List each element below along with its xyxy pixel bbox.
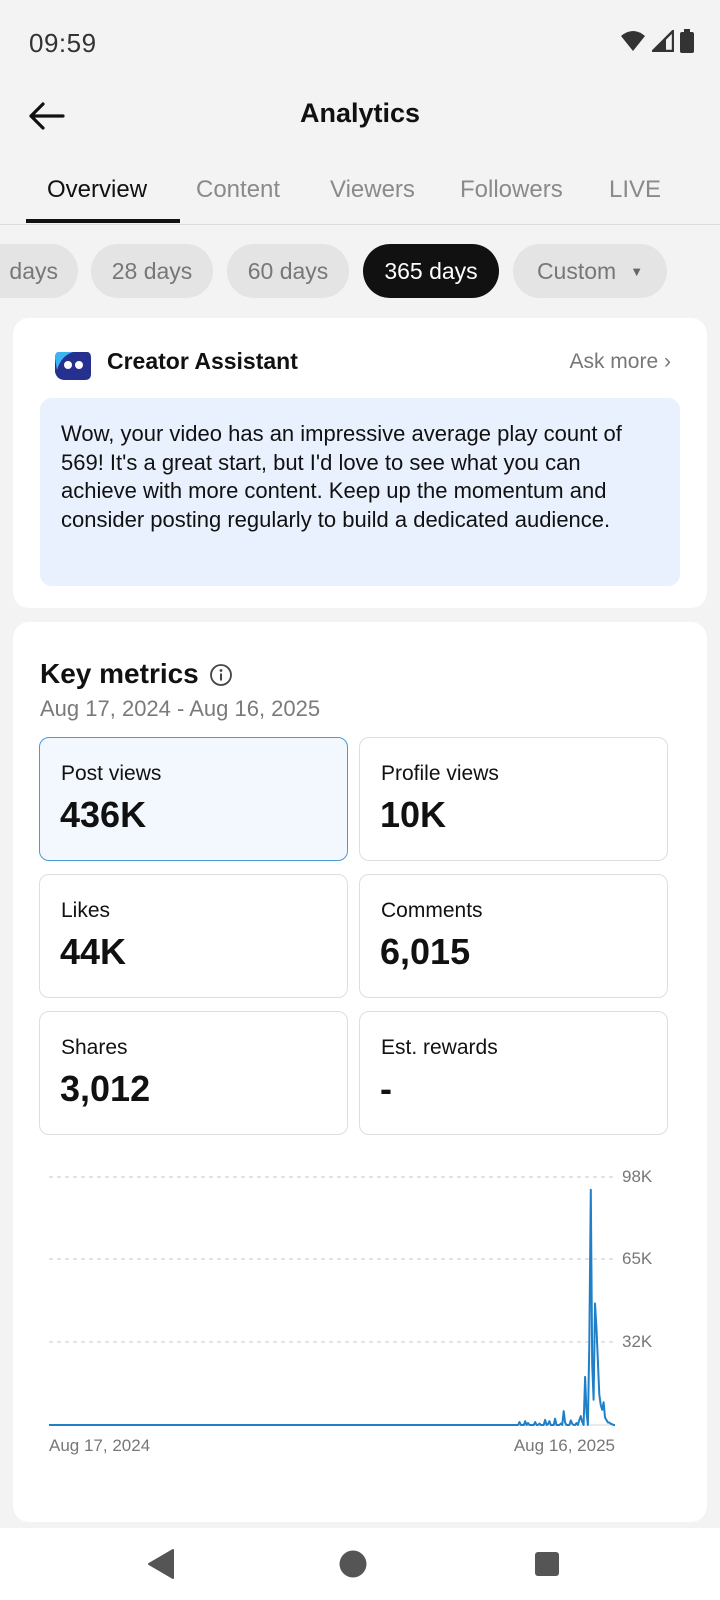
caret-down-icon: ▼ [630,263,644,279]
range-chip-365-days[interactable] [363,244,499,298]
metric-value: 436K [60,794,147,835]
battery-icon [680,29,694,53]
key-metrics-date-range: Aug 17, 2024 - Aug 16, 2025 [40,696,321,721]
metric-card-comments[interactable] [359,874,668,998]
wifi-icon [620,30,646,52]
assistant-bot-icon [53,346,93,386]
tab-overview[interactable]: Overview [47,176,148,203]
range-chip-60-days[interactable] [227,244,349,298]
tab-bar [0,160,720,225]
metric-label: Est. rewards [381,1036,498,1059]
metric-label: Profile views [381,762,499,785]
range-chip-custom[interactable] [513,244,667,298]
page-title: Analytics [299,98,421,128]
metric-card-profile-views[interactable] [359,737,668,861]
creator-assistant-card [13,318,707,608]
tab-content[interactable]: Content [196,176,281,203]
post-views-chart[interactable] [0,1165,720,1475]
y-tick-label: 98K [622,1167,653,1186]
date-range-selector [0,244,720,300]
metric-value: 44K [60,931,127,972]
tab-viewers[interactable]: Viewers [330,176,415,203]
system-navigation-bar [0,1528,720,1600]
metric-value: 3,012 [60,1068,151,1109]
metric-card-est-rewards[interactable] [359,1011,668,1135]
x-tick-label-end: Aug 16, 2025 [513,1436,615,1455]
range-chip-label: 28 days [111,257,193,284]
range-chip-28-days[interactable] [91,244,213,298]
metric-card-post-views[interactable] [39,737,348,861]
metric-label: Comments [381,899,483,922]
key-metrics-title: Key metrics [40,658,199,689]
signal-icon [652,30,674,52]
post-views-series-line [49,1190,615,1425]
range-chip-7-days[interactable] [0,244,78,298]
metric-label: Shares [61,1036,128,1059]
metric-label: Likes [61,899,111,922]
metric-card-shares[interactable] [39,1011,348,1135]
home-circle-icon[interactable] [331,1542,375,1586]
x-tick-label-start: Aug 17, 2024 [49,1436,151,1455]
range-chip-label: days [9,257,58,284]
metric-value: 6,015 [380,931,471,972]
range-chip-label: Custom [536,257,617,284]
assistant-title: Creator Assistant [107,348,298,374]
tab-live[interactable]: LIVE [609,176,662,203]
header [0,80,720,155]
range-chip-label: 365 days [384,257,478,284]
status-icons [620,28,694,54]
back-triangle-icon[interactable] [140,1542,184,1586]
info-icon[interactable] [209,663,233,687]
tab-followers[interactable]: Followers [460,176,563,203]
metric-value: 10K [380,794,447,835]
chevron-right-icon: › [664,350,671,373]
y-tick-label: 65K [622,1249,653,1268]
assistant-message: Wow, your video has an impressive average play count of 569! It's a great start, but I'd love to see what you can achieve with more content. Keep up the momentum and consider posting regularly to build a dedicated audience. [40,398,680,586]
y-tick-label: 32K [622,1332,653,1351]
metric-value: - [380,1068,392,1109]
status-time: 09:59 [29,28,97,58]
metric-card-likes[interactable] [39,874,348,998]
active-tab-indicator [26,219,180,223]
recents-square-icon[interactable] [525,1542,569,1586]
metric-label: Post views [61,762,162,785]
range-chip-label: 60 days [247,257,329,284]
ask-more-label: Ask more [569,350,659,373]
status-bar [0,0,720,80]
ask-more-link[interactable] [569,350,671,374]
